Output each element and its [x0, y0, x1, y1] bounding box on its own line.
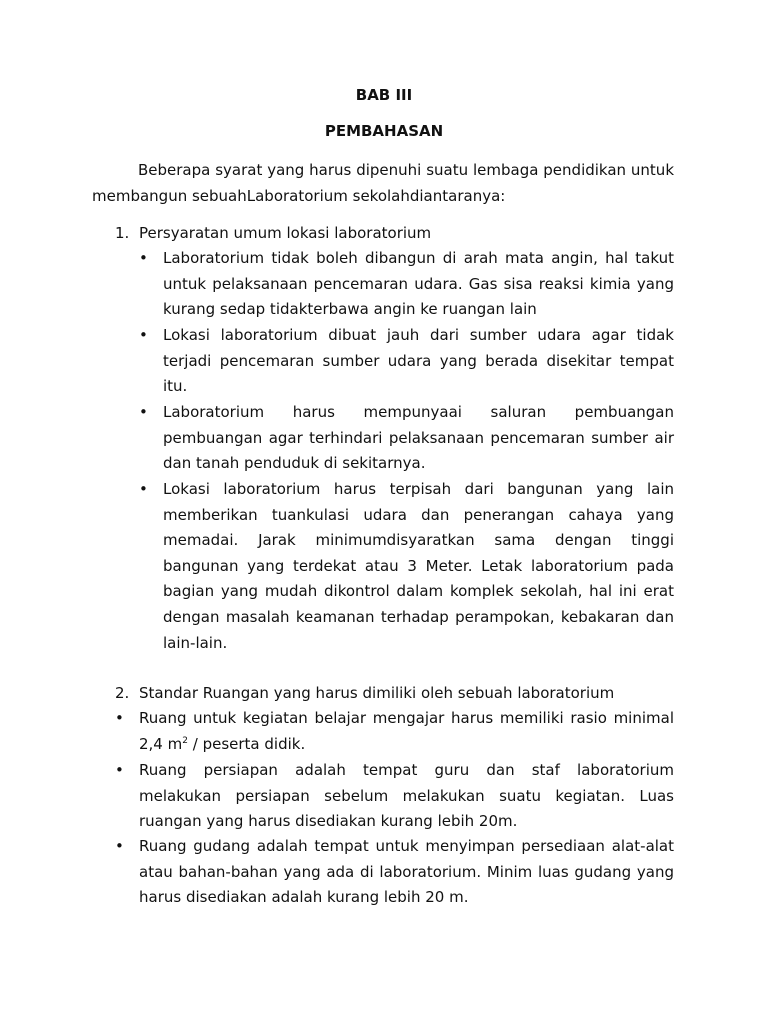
bullet-icon: •	[139, 326, 148, 344]
list-item: Laboratorium tidak boleh dibangun di arah mata angin, hal takut untuk pelaksanaan pencemaran udara. Gas sisa reaksi kimia yang kurang sedap tidakterbawa angin ke ruangan lain	[163, 249, 674, 319]
chapter-heading: BAB III	[355, 86, 413, 104]
superscript-exponent: 2	[182, 735, 188, 746]
section-2-title: Standar Ruangan yang harus dimiliki oleh sebuah laboratorium	[139, 684, 615, 702]
section-1-number: 1.	[115, 224, 130, 242]
section-1-title: Persyaratan umum lokasi laboratorium	[139, 224, 432, 242]
bullet-icon: •	[115, 761, 124, 779]
section-2-number: 2.	[115, 684, 130, 702]
list-item	[139, 706, 674, 757]
intro-paragraph: Beberapa syarat yang harus dipenuhi suatu lembaga pendidikan untuk membangun sebuahLaboratorium sekolahdiantaranya:	[92, 161, 674, 205]
list-item: Ruang persiapan adalah tempat guru dan staf laboratorium melakukan persiapan sebelum melakukan suatu kegiatan. Luas ruangan yang harus disediakan kurang lebih 20m.	[139, 761, 674, 831]
list-item-tail: / peserta didik.	[187, 734, 306, 753]
list-item-text: Ruang untuk kegiatan belajar mengajar harus memiliki rasio minimal 2,4 m	[139, 709, 674, 753]
bullet-icon: •	[115, 837, 124, 855]
list-item: Lokasi laboratorium dibuat jauh dari sumber udara agar tidak terjadi pencemaran sumber udara yang berada disekitar tempat itu.	[163, 326, 674, 396]
list-item: Lokasi laboratorium harus terpisah dari bangunan yang lain memberikan tuankulasi udara dan penerangan cahaya yang memadai. Jarak minimumdisyaratkan sama dengan tinggi bangunan yang terdekat atau 3 Meter. Letak laboratorium pada bagian yang mudah dikontrol dalam komplek sekolah, hal ini erat dengan masalah keamanan terhadap perampokan, kebakaran dan lain-lain.	[163, 480, 674, 652]
bullet-icon: •	[115, 709, 124, 727]
list-item: Laboratorium harus mempunyaai saluran pembuangan pembuangan agar terhindari pelaksanaan pencemaran sumber air dan tanah penduduk di sekitarnya.	[163, 403, 674, 473]
chapter-title: PEMBAHASAN	[324, 122, 444, 140]
bullet-icon: •	[139, 249, 148, 267]
bullet-icon: •	[139, 480, 148, 498]
bullet-icon: •	[139, 403, 148, 421]
list-item: Ruang gudang adalah tempat untuk menyimpan persediaan alat-alat atau bahan-bahan yang ada di laboratorium. Minim luas gudang yang harus disediakan adalah kurang lebih 20 m.	[139, 837, 674, 907]
